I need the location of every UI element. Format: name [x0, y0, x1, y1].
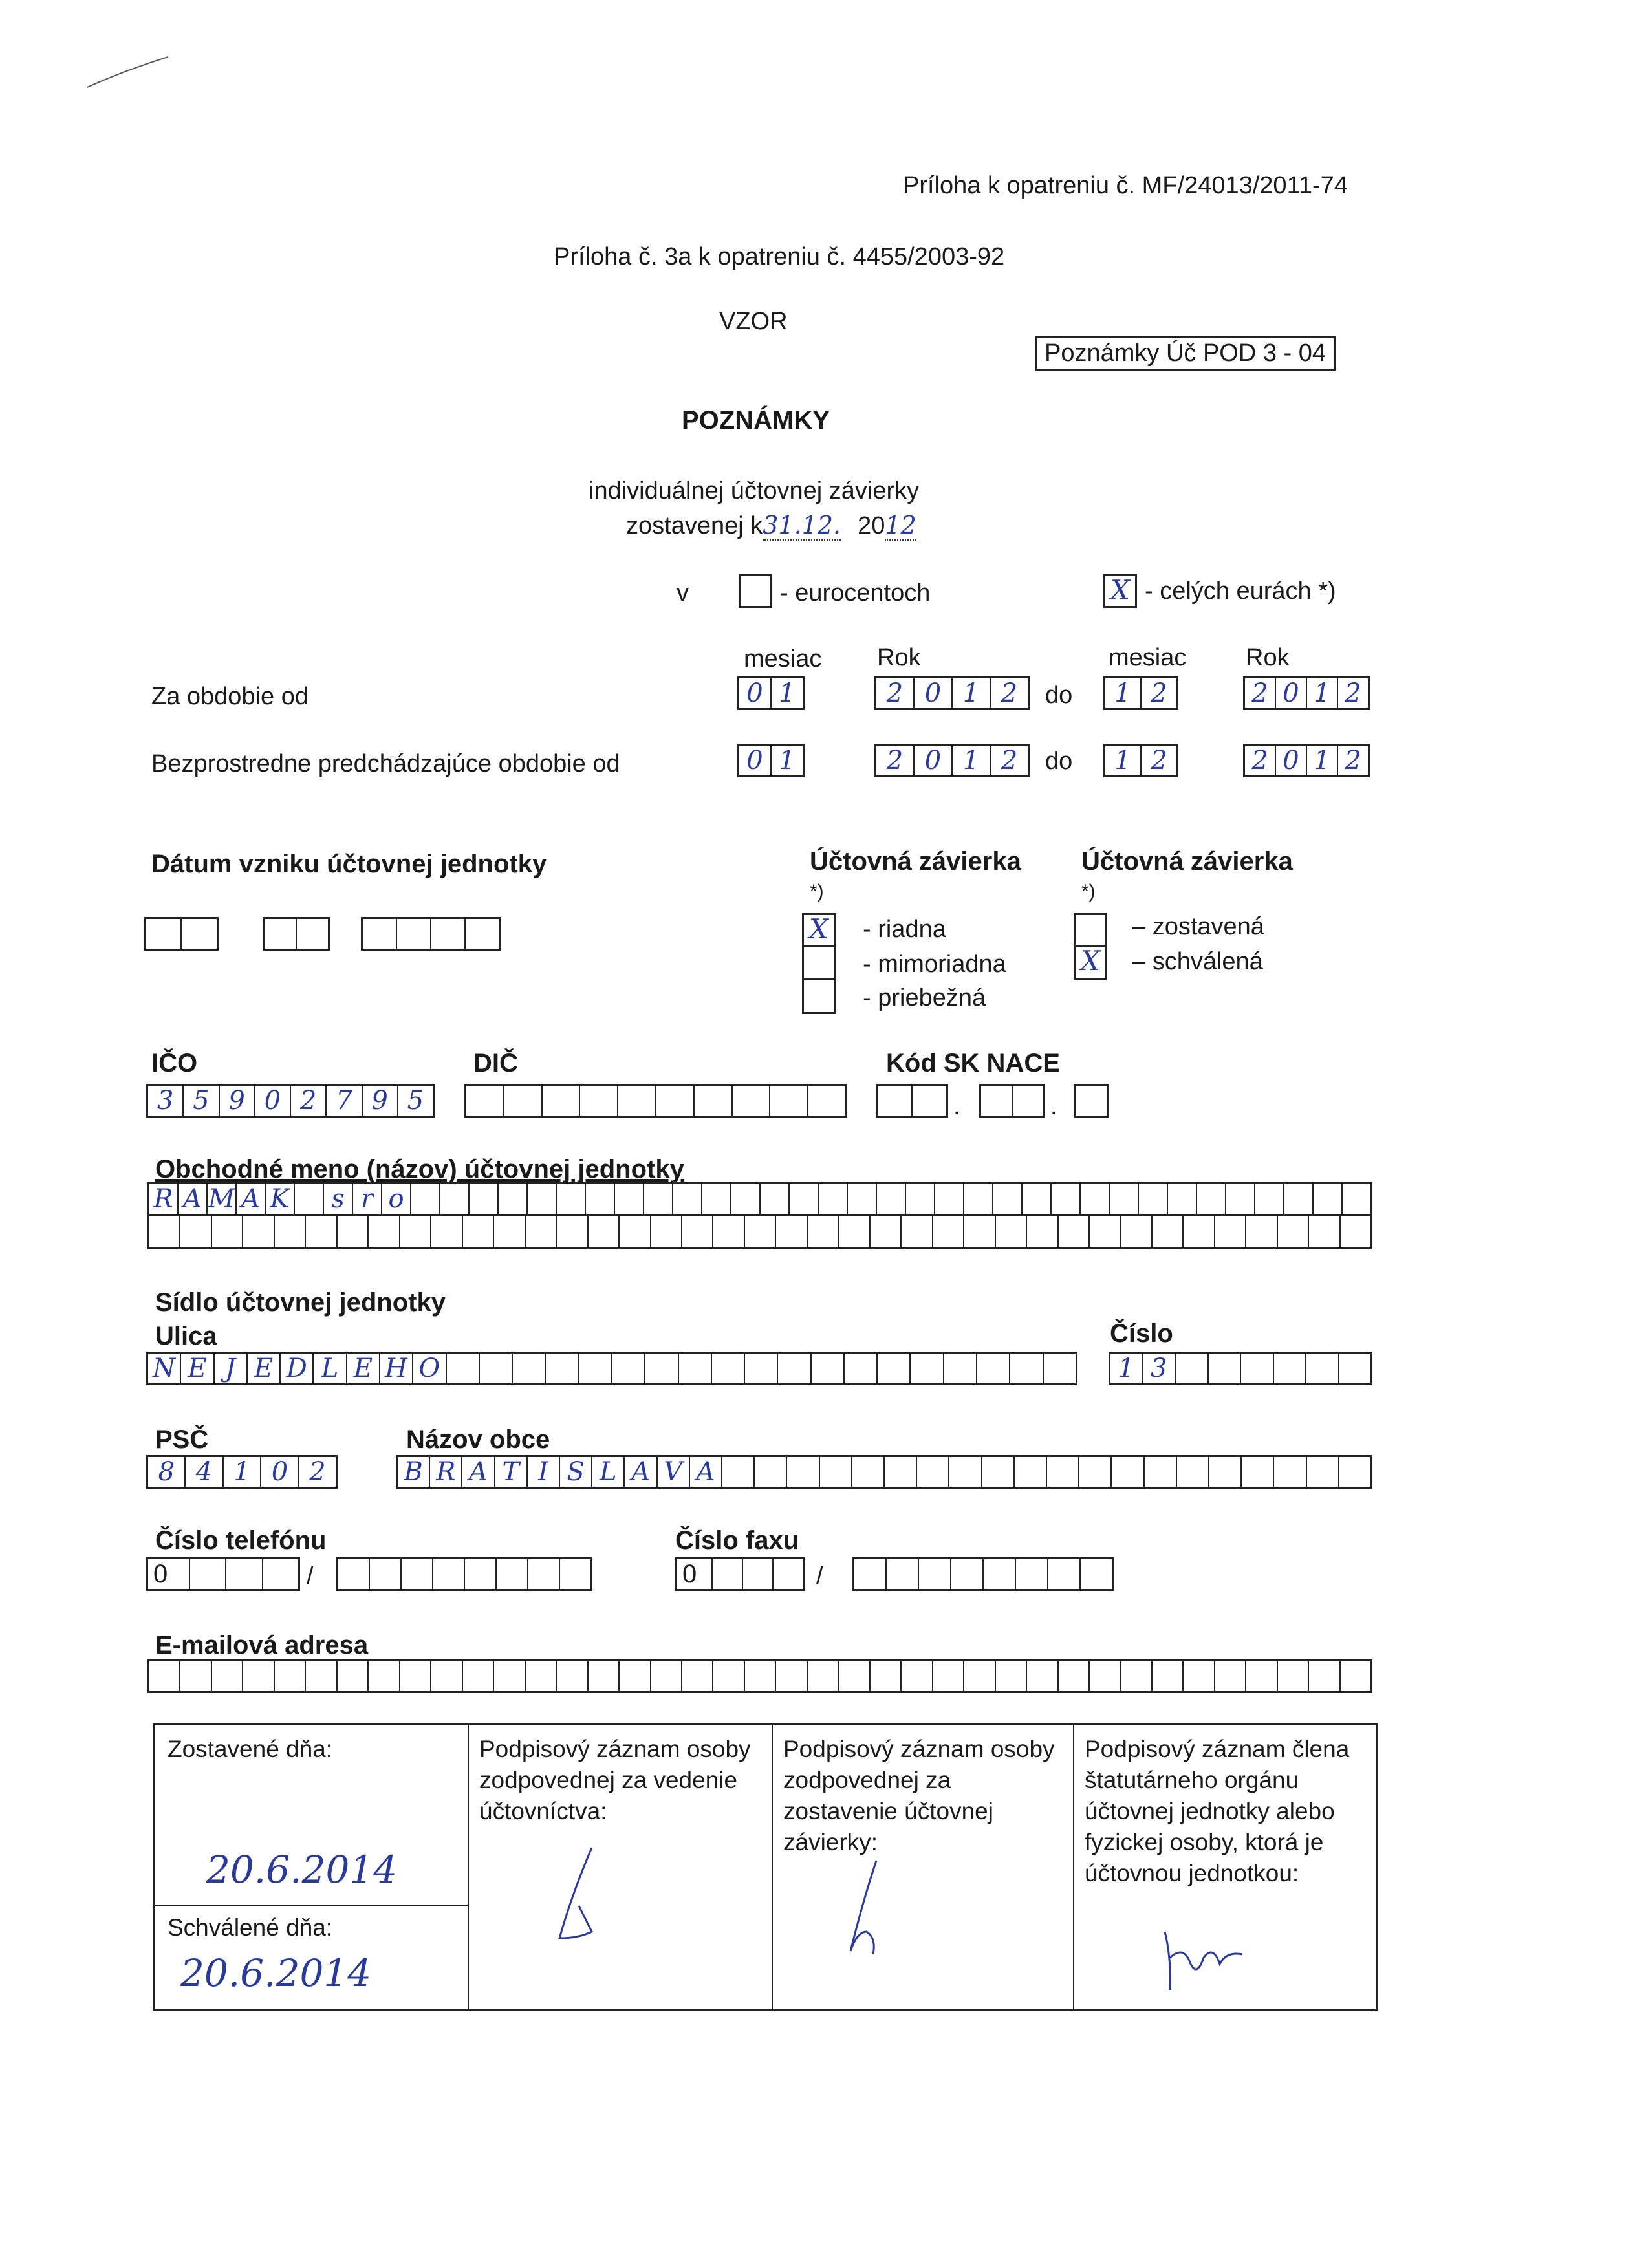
fax-prefix-field[interactable]: 0	[675, 1557, 805, 1591]
founding-day[interactable]	[144, 917, 219, 951]
digit-cell: 0	[1276, 678, 1307, 708]
compiled-date[interactable]: 20.6.2014	[206, 1848, 398, 1892]
sample-label: VZOR	[719, 308, 788, 335]
ico-field[interactable]	[146, 1084, 435, 1118]
euro-checkbox[interactable]: X	[1103, 574, 1137, 608]
digit-cell: 0	[739, 678, 772, 708]
street-field[interactable]: N E J E D L E H O	[146, 1352, 1077, 1385]
signature-icon	[1152, 1919, 1281, 2003]
email-field[interactable]	[147, 1659, 1372, 1693]
number-label: Číslo	[1110, 1319, 1173, 1348]
digit-cell: 3	[148, 1086, 184, 1116]
nace-part1[interactable]	[876, 1084, 948, 1118]
seat-label: Sídlo účtovnej jednotky	[155, 1288, 446, 1317]
city-field[interactable]: B R A T I S L A V A	[396, 1455, 1372, 1489]
digit-cell: 2	[1245, 746, 1276, 775]
digit-cell: 1	[1307, 678, 1338, 708]
email-label: E-mailová adresa	[155, 1631, 369, 1659]
phone-number-field[interactable]	[336, 1557, 592, 1591]
compilation-signature-cell[interactable]	[773, 1725, 1074, 2009]
city-label: Názov obce	[406, 1425, 550, 1454]
stray-pen-mark	[84, 52, 175, 94]
fax-number-field[interactable]	[852, 1557, 1114, 1591]
current-from-month[interactable]	[737, 676, 805, 710]
statutory-signature-cell[interactable]	[1074, 1725, 1376, 2009]
digit-cell: 2	[876, 678, 915, 708]
compiled-label: Zostavené dňa:	[168, 1736, 333, 1762]
signature-table	[153, 1723, 1378, 2011]
digit-cell: 0	[739, 746, 772, 775]
statement-state-footnote: *)	[1081, 881, 1096, 902]
digit-cell: 0	[915, 678, 953, 708]
company-name-row2[interactable]	[147, 1216, 1372, 1249]
title-year-hand: 12	[885, 511, 916, 539]
approved-date[interactable]: 20.6.2014	[180, 1951, 372, 1995]
statutory-signature-label: Podpisový záznam člena štatutárneho orgánu účtovnej jednotky alebo fyzickej osoby, ktorá je účtovnou jednotkou:	[1085, 1736, 1350, 1886]
dic-label: DIČ	[473, 1049, 518, 1077]
zip-label: PSČ	[155, 1425, 209, 1454]
digit-cell: 5	[184, 1086, 219, 1116]
digit-cell: 2	[1245, 678, 1276, 708]
digit-cell: 2	[1345, 746, 1361, 775]
extraordinary-label: - mimoriadna	[863, 951, 1006, 978]
accounting-signature-cell[interactable]	[469, 1725, 773, 2009]
current-from-year[interactable]	[874, 676, 1030, 710]
currency-prefix: v	[677, 579, 689, 607]
founding-label: Dátum vzniku účtovnej jednotky	[151, 850, 547, 878]
digit-cell: 9	[220, 1086, 255, 1116]
digit-cell: 0	[915, 746, 953, 775]
extraordinary-checkbox[interactable]	[802, 947, 836, 980]
nace-part3[interactable]	[1074, 1084, 1109, 1118]
fax-label: Číslo faxu	[675, 1526, 799, 1555]
month-header-from: mesiac	[744, 645, 822, 673]
digit-cell: 2	[1345, 678, 1361, 708]
interim-checkbox[interactable]	[802, 980, 836, 1014]
company-name-label: Obchodné meno (názov) účtovnej jednotky	[155, 1155, 684, 1183]
eurocent-label: - eurocentoch	[780, 579, 931, 607]
compiled-checkbox[interactable]	[1074, 913, 1107, 947]
title-year-prefix: 20	[858, 512, 885, 539]
regular-label: - riadna	[863, 916, 946, 943]
street-label: Ulica	[155, 1322, 217, 1350]
nace-part2[interactable]	[979, 1084, 1045, 1118]
compiled-label: – zostavená	[1132, 913, 1264, 940]
statement-type-header: Účtovná závierka	[810, 847, 1021, 876]
company-name-row1[interactable]: R A M A K s r o	[147, 1182, 1372, 1216]
previous-from-year[interactable]	[874, 744, 1030, 777]
founding-year[interactable]	[361, 917, 501, 951]
nace-dot: .	[1050, 1093, 1057, 1120]
year-header-to: Rok	[1246, 644, 1290, 671]
compiled-cell	[155, 1725, 468, 1906]
statement-state-header: Účtovná závierka	[1081, 847, 1293, 876]
approved-label: Schválené dňa:	[168, 1914, 333, 1941]
month-header-to: mesiac	[1109, 644, 1187, 671]
digit-cell: 2	[1001, 746, 1018, 775]
phone-slash: /	[307, 1562, 314, 1590]
previous-to-month[interactable]	[1103, 744, 1178, 777]
current-to-year[interactable]	[1243, 676, 1370, 710]
annex-3a: Príloha č. 3a k opatreniu č. 4455/2003-92	[554, 243, 1005, 270]
phone-label: Číslo telefónu	[155, 1526, 327, 1555]
interim-label: - priebežná	[863, 984, 986, 1011]
number-field[interactable]: 1 3	[1109, 1352, 1372, 1385]
to-label: do	[1045, 682, 1073, 709]
compilation-signature-label: Podpisový záznam osoby zodpovednej za zostavenie účtovnej závierky:	[783, 1736, 1055, 1855]
approved-checkbox[interactable]: X	[1074, 947, 1107, 980]
euro-label: - celých eurách *)	[1145, 578, 1336, 605]
digit-cell: 1	[779, 678, 796, 708]
form-code: Poznámky Úč POD 3 - 04	[1035, 336, 1336, 371]
digit-cell: 2	[1151, 746, 1167, 775]
previous-from-month[interactable]	[737, 744, 805, 777]
previous-to-year[interactable]	[1243, 744, 1370, 777]
digit-cell: 0	[255, 1086, 291, 1116]
digit-cell: 1	[1105, 678, 1142, 708]
zip-field[interactable]: 8 4 1 0 2	[146, 1455, 338, 1489]
digit-cell: 1	[779, 746, 796, 775]
title-line2	[626, 511, 916, 540]
accounting-signature-label: Podpisový záznam osoby zodpovednej za vedenie účtovníctva:	[479, 1736, 751, 1824]
fax-slash: /	[816, 1562, 823, 1590]
title-line1: individuálnej účtovnej závierky	[589, 477, 920, 504]
digit-cell: 0	[1276, 746, 1307, 775]
digit-cell: 2	[876, 746, 915, 775]
previous-period-label: Bezprostredne predchádzajúce obdobie od	[151, 750, 620, 777]
digit-cell: 1	[953, 746, 991, 775]
regular-checkbox[interactable]: X	[802, 913, 836, 947]
digit-cell: 2	[291, 1086, 327, 1116]
founding-month[interactable]	[263, 917, 330, 951]
digit-cell: 7	[327, 1086, 362, 1116]
digit-cell: 2	[1001, 678, 1018, 708]
signature-icon	[534, 1841, 663, 1958]
nace-dot: .	[953, 1093, 960, 1120]
digit-cell: 1	[1307, 746, 1338, 775]
digit-cell: 1	[1105, 746, 1142, 775]
pen-stroke-icon	[84, 52, 175, 91]
statement-type-footnote: *)	[810, 881, 824, 902]
current-period-label: Za obdobie od	[151, 683, 309, 710]
title-date-hand: 31.12.	[763, 511, 841, 539]
approved-label: – schválená	[1132, 948, 1263, 975]
digit-cell: 5	[407, 1086, 424, 1116]
title-line2-prefix: zostavenej k	[626, 512, 763, 539]
digit-cell: 9	[363, 1086, 398, 1116]
annex-mf: Príloha k opatreniu č. MF/24013/2011-74	[903, 172, 1348, 199]
to-label: do	[1045, 748, 1073, 775]
nace-label: Kód SK NACE	[886, 1049, 1060, 1077]
page-title: POZNÁMKY	[682, 406, 830, 435]
year-header-from: Rok	[877, 644, 921, 671]
digit-cell: 1	[953, 678, 991, 708]
eurocent-checkbox[interactable]	[739, 574, 772, 608]
phone-prefix-field[interactable]: 0	[146, 1557, 300, 1591]
ico-label: IČO	[151, 1049, 198, 1077]
current-to-month[interactable]	[1103, 676, 1178, 710]
digit-cell: 2	[1151, 678, 1167, 708]
approved-cell	[155, 1906, 468, 2009]
dates-column	[155, 1725, 469, 2009]
signature-icon	[812, 1854, 941, 1971]
dic-field[interactable]	[464, 1084, 847, 1118]
